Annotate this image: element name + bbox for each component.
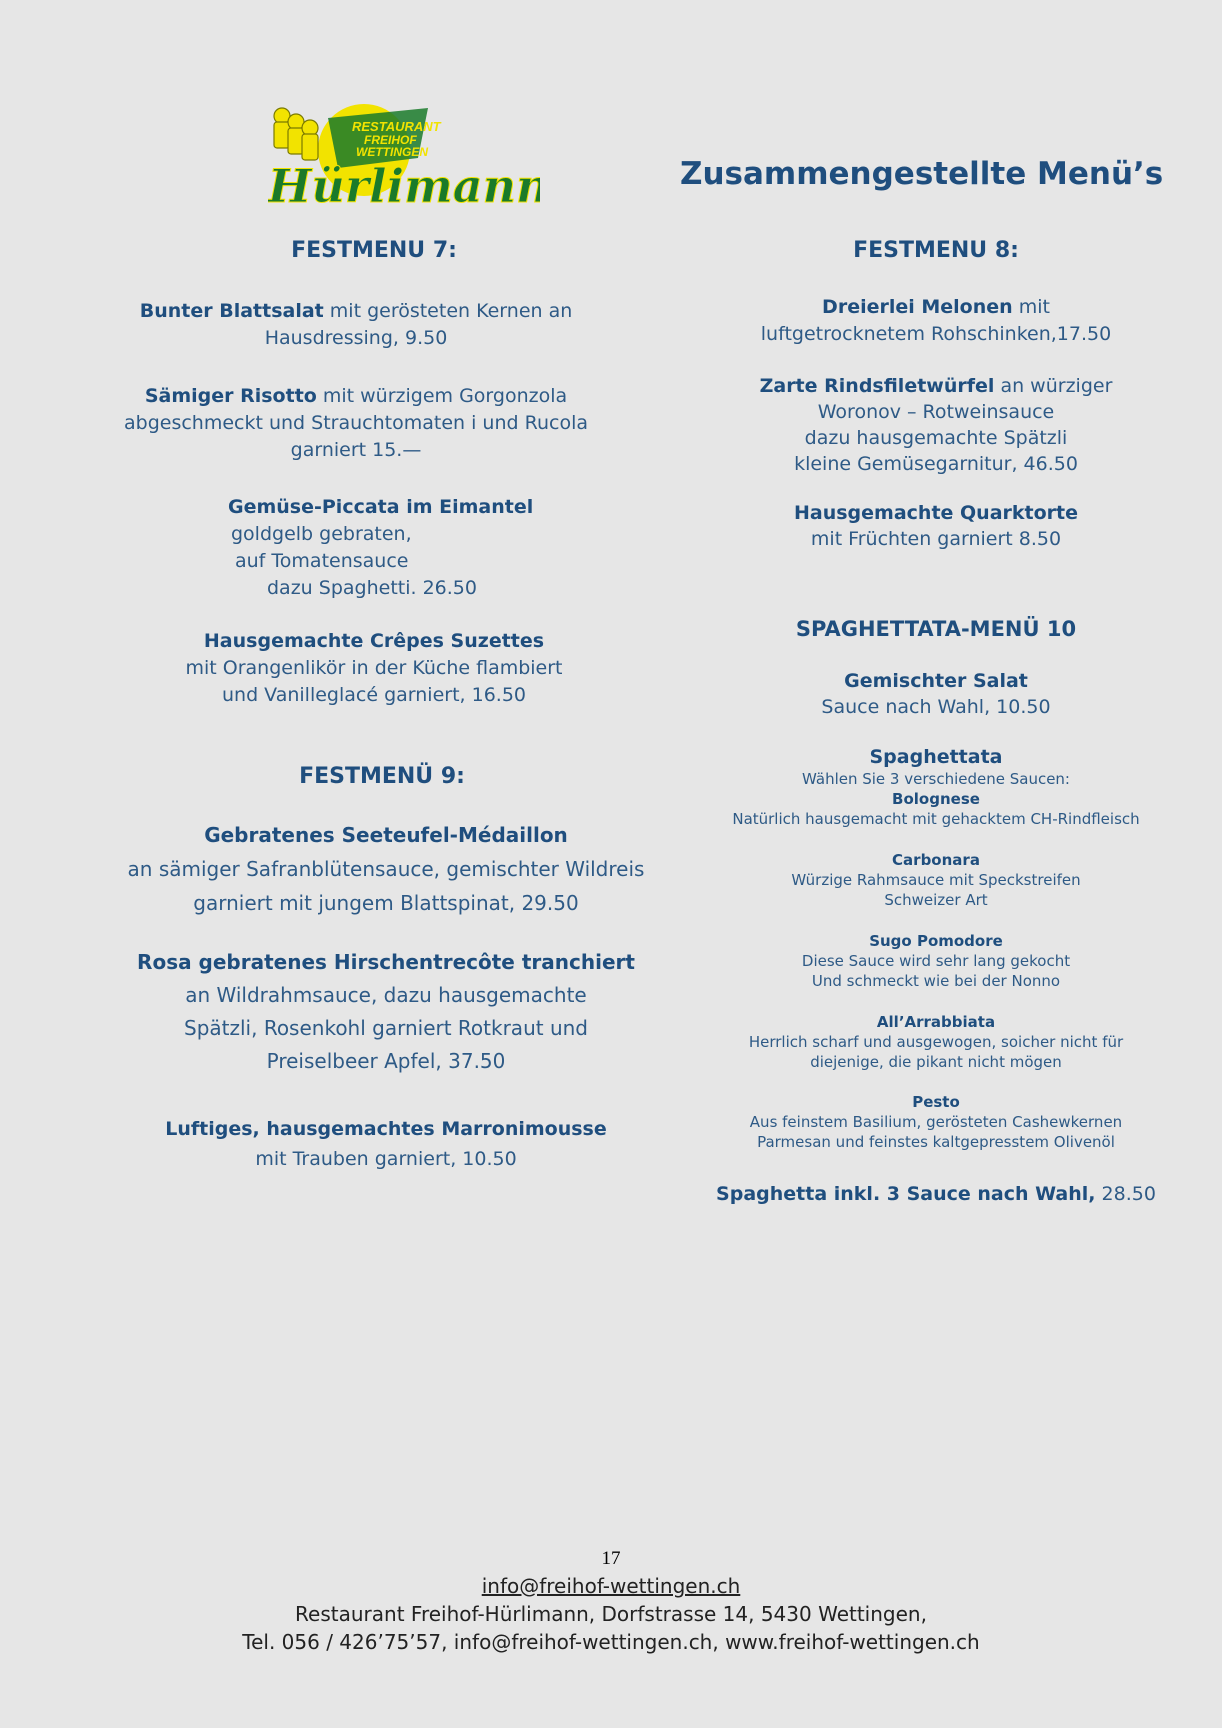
course-title: Zarte Rindsfiletwürfel: [759, 375, 995, 397]
course-text: mit Orangenlikör in der Küche flambiert: [185, 657, 563, 679]
course-text: luftgetrocknetem Rohschinken,17.50: [760, 323, 1112, 345]
course-text: Wählen Sie 3 verschiedene Saucen:: [802, 770, 1070, 788]
course-title: Dreierlei Melonen: [822, 296, 1013, 318]
logo-text-restaurant: RESTAURANT: [352, 119, 441, 134]
course-text: Sauce nach Wahl, 10.50: [821, 696, 1051, 718]
festmenu8-course-3: [680, 500, 1192, 552]
festmenu7-course-1: [60, 298, 652, 352]
festmenu9-heading: FESTMENÜ 9:: [299, 764, 465, 789]
sauce-name: All’Arrabbiata: [876, 1013, 996, 1031]
sauce-description: diejenige, die pikant nicht mögen: [810, 1053, 1062, 1071]
logo-text-wettingen: WETTINGEN: [356, 145, 428, 159]
sauce-item: [680, 1012, 1192, 1072]
festmenu7-course-3: [60, 494, 652, 602]
course-title: Gebratenes Seeteufel-Médaillon: [204, 823, 568, 847]
course-text: Woronov – Rotweinsauce: [817, 401, 1055, 423]
sauce-description: Aus feinstem Basilium, gerösteten Cashewkernen: [749, 1113, 1123, 1131]
course-title: Rosa gebratenes Hirschentrecôte tranchiert: [137, 950, 635, 974]
course-title: Hausgemachte Crêpes Suzettes: [203, 630, 545, 652]
course-title: Gemüse-Piccata im Eimantel: [228, 496, 534, 518]
total-price: 28.50: [1095, 1183, 1156, 1205]
sauce-name: Pesto: [912, 1093, 960, 1111]
page-title: Zusammengestellte Menü’s: [680, 156, 1164, 192]
restaurant-logo: [268, 98, 540, 216]
footer-contact: Tel. 056 / 426’75’57, info@freihof-wettingen.ch, www.freihof-wettingen.ch: [242, 1630, 980, 1654]
course-text: und Vanilleglacé garniert, 16.50: [222, 684, 526, 706]
course-text: mit gerösteten Kernen an: [323, 300, 573, 322]
course-text: mit würzigem Gorgonzola: [316, 385, 568, 407]
course-text: dazu hausgemachte Spätzli: [804, 427, 1068, 449]
course-title: Bunter Blattsalat: [139, 300, 324, 322]
festmenu8-course-2: [680, 373, 1192, 477]
course-title: Luftiges, hausgemachtes Marronimousse: [165, 1118, 607, 1140]
festmenu9-course-1: [90, 818, 682, 920]
course-title: Spaghettata: [869, 746, 1003, 768]
course-title: Gemischter Salat: [844, 670, 1028, 692]
sauce-item: [680, 850, 1192, 910]
footer-address: Restaurant Freihof-Hürlimann, Dorfstrasse 14, 5430 Wettingen,: [295, 1602, 927, 1626]
festmenu8-course-1: [680, 294, 1192, 348]
course-text: mit Früchten garniert 8.50: [810, 528, 1062, 550]
course-text: Hausdressing, 9.50: [264, 327, 448, 349]
logo-text-freihof: FREIHOF: [364, 133, 417, 147]
sauce-item: [680, 931, 1192, 991]
sauce-name: Bolognese: [892, 790, 980, 808]
course-text: dazu Spaghetti. 26.50: [267, 577, 477, 599]
spaghettata-salad: [680, 668, 1192, 720]
festmenu7-heading: FESTMENU 7:: [291, 238, 457, 263]
course-text: mit: [1012, 296, 1050, 318]
sauce-name: Carbonara: [892, 851, 980, 869]
sauce-description: Herrlich scharf und ausgewogen, soicher nicht für: [748, 1033, 1124, 1051]
sauce-description: Parmesan und feinstes kaltgepresstem Olivenöl: [757, 1133, 1115, 1151]
festmenu7-course-2: [60, 383, 652, 464]
sauce-description: Schweizer Art: [884, 891, 988, 909]
spaghettata-heading: SPAGHETTATA-MENÜ 10: [795, 617, 1077, 641]
sauce-description: Natürlich hausgemacht mit gehacktem CH-Rindfleisch: [732, 810, 1140, 828]
sauce-name: Sugo Pomodore: [869, 932, 1003, 950]
course-text: goldgelb gebraten,: [231, 523, 412, 545]
total-label: Spaghetta inkl. 3 Sauce nach Wahl,: [716, 1183, 1096, 1205]
course-text: an Wildrahmsauce, dazu hausgemachte: [185, 983, 587, 1007]
course-text: mit Trauben garniert, 10.50: [255, 1148, 517, 1170]
course-text: an würziger: [994, 375, 1113, 397]
course-text: Spätzli, Rosenkohl garniert Rotkraut und: [184, 1016, 588, 1040]
email-link[interactable]: info@freihof-wettingen.ch: [481, 1574, 741, 1598]
sauce-item: [680, 789, 1192, 829]
logo-text-name: Hürlimann: [268, 159, 540, 213]
festmenu8-heading: FESTMENU 8:: [853, 238, 1019, 263]
course-text: an sämiger Safranblütensauce, gemischter Wildreis: [127, 857, 645, 881]
sauce-item: [680, 1092, 1192, 1152]
course-text: Preiselbeer Apfel, 37.50: [266, 1049, 506, 1073]
sauce-description: Diese Sauce wird sehr lang gekocht: [801, 952, 1071, 970]
logo-graphic: [268, 98, 540, 216]
course-text: garniert mit jungem Blattspinat, 29.50: [193, 891, 579, 915]
sauce-description: Und schmeckt wie bei der Nonno: [811, 972, 1061, 990]
festmenu7-course-4: [78, 628, 670, 709]
footer-email-row: [0, 1574, 1222, 1598]
spaghettata-main: [680, 745, 1192, 789]
page-number: 17: [601, 1548, 621, 1569]
course-title: Hausgemachte Quarktorte: [793, 502, 1079, 524]
spaghettata-total: [680, 1183, 1192, 1205]
course-text: abgeschmeckt und Strauchtomaten i und Rucola: [124, 412, 588, 434]
course-text: kleine Gemüsegarnitur, 46.50: [794, 453, 1078, 475]
sauce-description: Würzige Rahmsauce mit Speckstreifen: [791, 871, 1081, 889]
course-text: garniert 15.—: [290, 439, 422, 461]
course-title: Sämiger Risotto: [144, 385, 317, 407]
course-text: auf Tomatensauce: [235, 550, 409, 572]
festmenu9-course-3: [90, 1114, 682, 1174]
festmenu9-course-2: [90, 946, 682, 1078]
